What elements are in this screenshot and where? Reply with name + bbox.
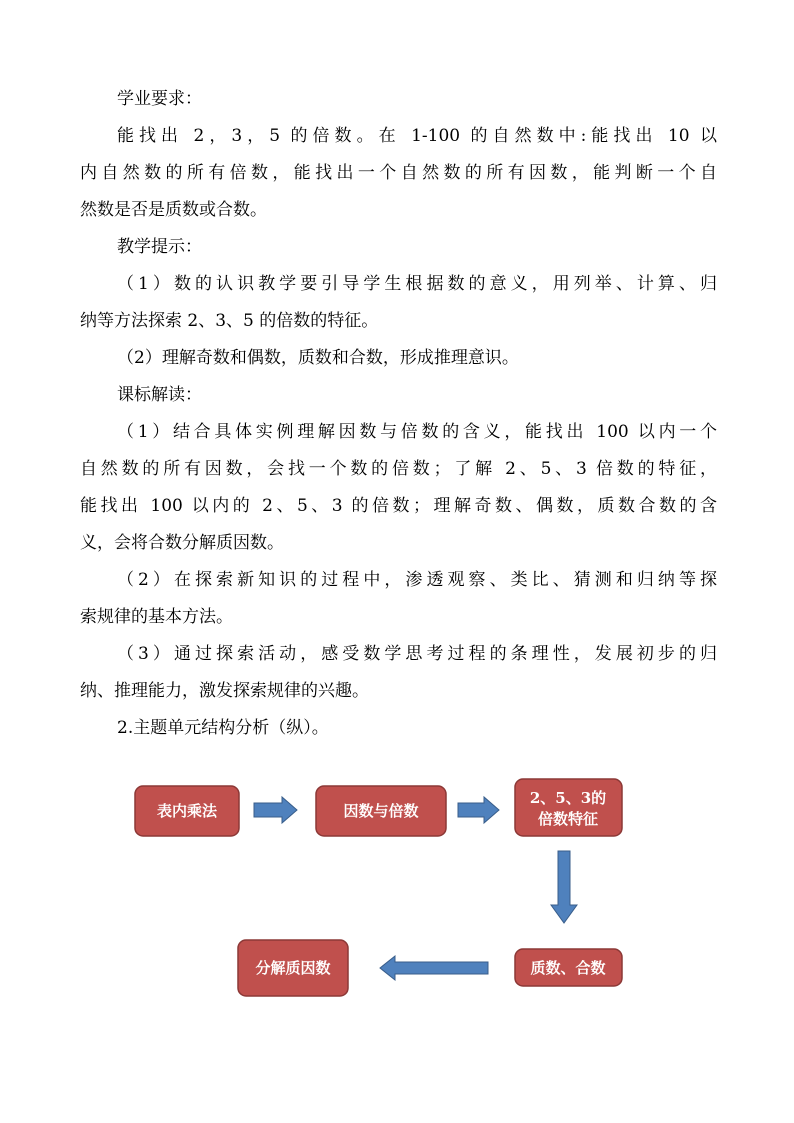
teaching-tip-1-line-1: （1）数的认识教学要引导学生根据数的意义，用列举、计算、归 <box>117 274 717 294</box>
right-arrow-icon <box>254 797 297 823</box>
flow-node-label: 质数、合数 <box>530 959 606 977</box>
flow-node-factors-and-multiples <box>316 786 446 836</box>
interpretation-3-line-1: （3）通过探索活动，感受数学思考过程的条理性，发展初步的归 <box>117 644 717 664</box>
interpretation-2-line-1: （2）在探索新知识的过程中，渗透观察、类比、猜测和归纳等探 <box>117 570 717 590</box>
interpretation-1-line-2: 自然数的所有因数，会找一个数的倍数；了解 2、5、3 倍数的特征， <box>80 459 717 479</box>
interpretation-1-line-1: （1）结合具体实例理解因数与倍数的含义，能找出 100 以内一个 <box>117 422 717 442</box>
left-arrow-icon <box>380 956 488 980</box>
section-heading-unit-structure: 2.主题单元结构分析（纵）。 <box>117 718 329 738</box>
academic-requirements-line-2: 内自然数的所有倍数，能找出一个自然数的所有因数，能判断一个自 <box>80 163 717 183</box>
flow-node-prime-composite <box>515 949 622 986</box>
flow-node-multiples-characteristics <box>515 779 622 836</box>
flow-node-label-line-2: 倍数特征 <box>537 810 599 828</box>
flow-node-label: 表内乘法 <box>156 802 218 820</box>
flow-node-multiplication-table <box>135 786 239 836</box>
section-heading-academic-requirements: 学业要求： <box>117 89 202 109</box>
teaching-tip-2: （2）理解奇数和偶数，质数和合数，形成推理意识。 <box>117 348 519 368</box>
interpretation-1-line-4: 义，会将合数分解质因数。 <box>80 533 284 553</box>
teaching-tip-1-line-2: 纳等方法探索 2、3、5 的倍数的特征。 <box>80 311 379 331</box>
academic-requirements-line-3: 然数是否是质数或合数。 <box>80 200 267 220</box>
academic-requirements-line-1: 能找出 2，3，5 的倍数。在 1-100 的自然数中:能找出 10 以 <box>117 126 717 146</box>
section-heading-curriculum-interpretation: 课标解读： <box>117 385 202 405</box>
flow-node-label: 分解质因数 <box>255 959 331 977</box>
interpretation-3-line-2: 纳、推理能力，激发探索规律的兴趣。 <box>80 681 369 701</box>
flow-node-prime-factorization <box>238 940 348 996</box>
right-arrow-icon <box>458 797 499 823</box>
flow-node-label: 因数与倍数 <box>343 802 419 820</box>
down-arrow-icon <box>551 851 577 923</box>
section-heading-teaching-tips: 教学提示： <box>117 237 202 257</box>
interpretation-1-line-3: 能找出 100 以内的 2、5、3 的倍数；理解奇数、偶数，质数合数的含 <box>80 496 717 516</box>
interpretation-2-line-2: 索规律的基本方法。 <box>80 607 233 627</box>
flow-node-label-line-1: 2、5、3的 <box>529 789 607 807</box>
